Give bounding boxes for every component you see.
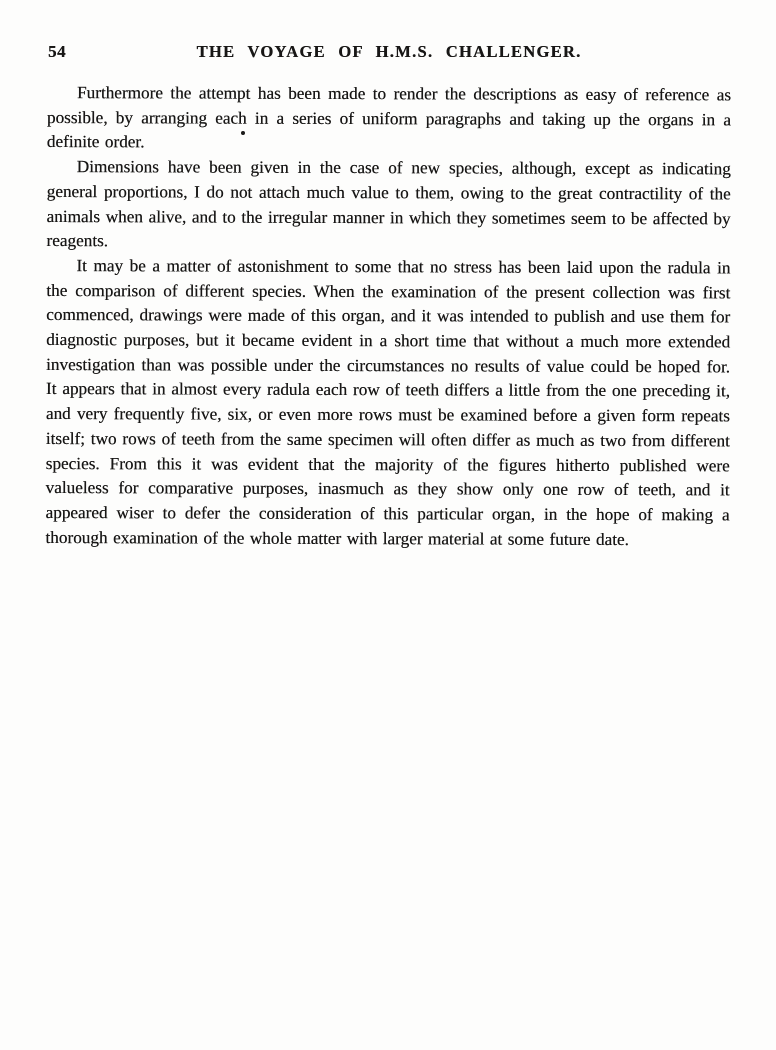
- paragraph-furthermore: Furthermore the attempt has been made to render the descriptions as easy of reference as possible, by arranging each in a series of uniform paragraphs and taking up the organs in a definite order.: [46, 83, 731, 152]
- page-body: [45, 81, 731, 553]
- running-head-title: THE VOYAGE OF H.M.S. CHALLENGER.: [196, 42, 582, 61]
- paragraph-radula: It may be a matter of astonishment to some that no stress has been laid upon the radula in the comparison of different species. When the examination of the present collection was first commenced, drawings were made of this organ, and it was intended to publish and use them for diagnostic purposes, but it became evident in a short time that without a much more extended investigation than was possible under the circumstances no results of value could be hoped for. It appears that in almost every radula each row of teeth differs a little from the one preceding it, and very frequently five, six, or even more rows must be examined before a given form repeats itself; two rows of teeth from the same specimen will often differ as much as two from different species. From this it was evident that the majority of the figures hitherto published were valueless for comparative purposes, inasmuch as they show only one row of teeth, and it appeared wiser to defer the consideration of this particular organ, in the hope of making a thorough examination of the whole matter with larger material at some future date.: [45, 256, 731, 549]
- paragraph-dimensions: Dimensions have been given in the case of new species, although, except as indicating general proportions, I do not attach much value to them, owing to the great contractility of the animals when alive, and to the irregular manner in which they sometimes seem to be affected by reagents.: [46, 157, 731, 251]
- page-number: 54: [48, 42, 66, 61]
- running-header: [48, 42, 730, 64]
